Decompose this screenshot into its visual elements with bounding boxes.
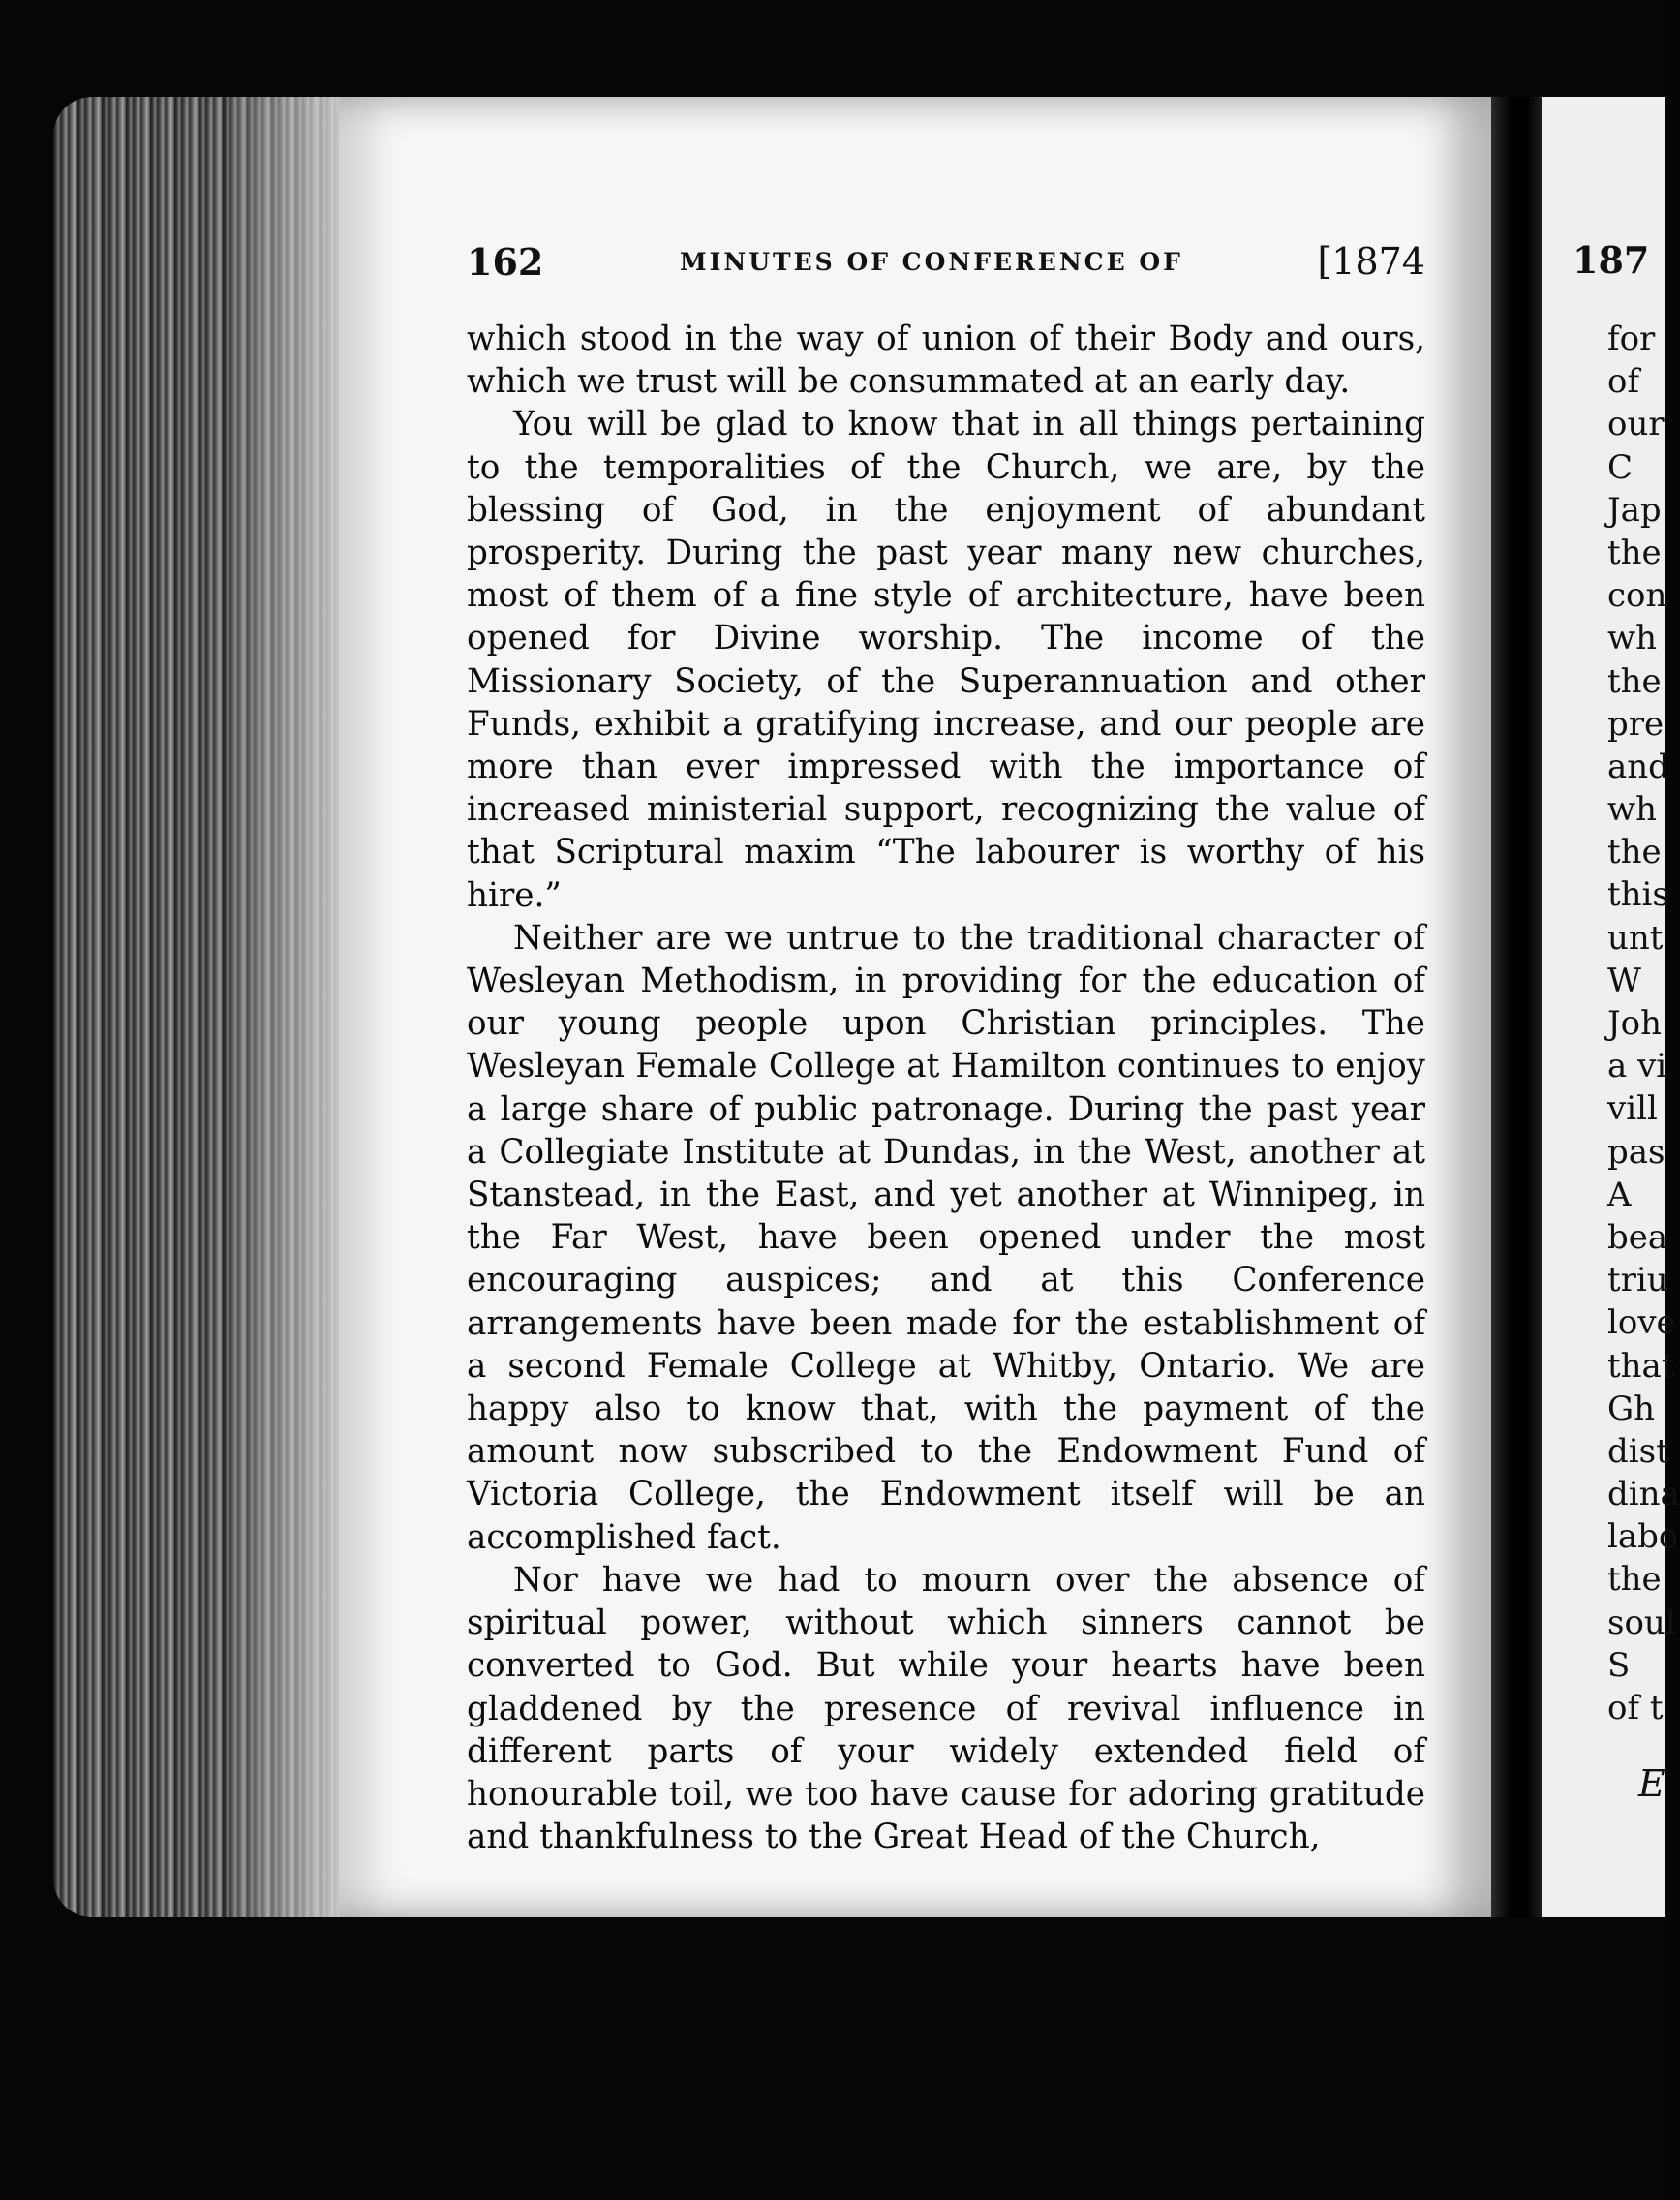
facing-line: dina: [1607, 1475, 1680, 1514]
facing-line: and: [1607, 747, 1669, 786]
paragraph: You will be glad to know that in all things pertaining to the temporalities of the Church, we are, by the blessing of God, in the enjoyment of abundant prosperity. During the past year many new churches, most of them of a fine style of architecture, have been opened for Divine worship. The income of the Missionary Society, of the Superannuation and other Funds, exhibit a gratifying increase, and our people are more than ever impressed with the importance of increased ministerial support, recognizing the value of that Scriptural maxim “The labourer is worthy of his hire.”: [467, 405, 1425, 915]
page-edges: [53, 97, 344, 1917]
facing-page: [1542, 97, 1680, 1917]
body-text: [467, 318, 1425, 1858]
facing-line: of: [1607, 362, 1640, 402]
left-page: [339, 97, 1491, 1917]
facing-line: the: [1607, 661, 1662, 701]
facing-page-number: 187: [1573, 238, 1650, 282]
paragraph: which stood in the way of union of their Body and ours, which we trust will be consummated at an early day.: [467, 320, 1425, 402]
facing-line: S: [1607, 1645, 1631, 1685]
facing-line: labo: [1607, 1517, 1679, 1557]
facing-line: Gh: [1607, 1389, 1656, 1428]
facing-line: W: [1607, 961, 1641, 1000]
facing-line: the: [1607, 533, 1662, 572]
paragraph: Nor have we had to mourn over the absence of spiritual power, without which sinners cannot be converted to God. But while your hearts have been gladdened by the presence of revival influence in different parts of your widely extended field of honourable toil, we too have cause for adoring gratitude and thankfulness to the Great Head of the Church,: [467, 1560, 1425, 1857]
paragraph: Neither are we untrue to the traditional character of Wesleyan Methodism, in providing for the education of our young people upon Christian principles. The Wesleyan Female College at Hamilton continues to enjoy a large share of public patronage. During the past year a Collegiate Institute at Dundas, in the West, another at Stanstead, in the East, and yet another at Winnipeg, in the Far West, have been opened under the most encouraging auspices; and at this Conference arrangements have been made for the establishment of a second Female College at Whitby, Ontario. We are happy also to know that, with the payment of the amount now subscribed to the Endowment Fund of Victoria College, the Endowment itself will be an accomplished fact.: [467, 918, 1425, 1557]
facing-line: A: [1607, 1175, 1632, 1214]
facing-line: vill: [1607, 1089, 1658, 1129]
facing-line: the: [1607, 833, 1662, 872]
facing-page-lines: [1607, 318, 1680, 1729]
facing-line: this: [1607, 875, 1669, 915]
facing-line: love: [1607, 1303, 1676, 1343]
facing-line: bea: [1607, 1217, 1668, 1257]
facing-line: the: [1607, 1560, 1662, 1600]
facing-line: of t: [1607, 1689, 1664, 1727]
facing-line: pas: [1607, 1132, 1665, 1172]
running-year: [1874: [1317, 240, 1425, 283]
page-number: 162: [467, 240, 544, 284]
running-title: MINUTES OF CONFERENCE OF: [680, 248, 1183, 276]
facing-page-tail: E: [1638, 1762, 1665, 1805]
facing-line: con: [1607, 576, 1667, 616]
facing-line: dist: [1607, 1431, 1669, 1471]
facing-line: wh: [1607, 790, 1657, 830]
running-head: [467, 240, 1425, 289]
facing-line: triu: [1607, 1261, 1668, 1300]
facing-line: Jap: [1607, 490, 1662, 530]
book-gutter: [1491, 97, 1542, 1917]
facing-line: pre: [1607, 704, 1665, 744]
facing-line: that: [1607, 1346, 1675, 1386]
facing-line: our: [1607, 405, 1665, 444]
facing-line: unt: [1607, 918, 1664, 958]
facing-line: C: [1607, 447, 1634, 487]
facing-line: for: [1607, 320, 1656, 358]
facing-line: soul: [1607, 1603, 1676, 1642]
facing-line: Joh: [1607, 1004, 1662, 1043]
facing-line: a vi: [1607, 1047, 1667, 1086]
facing-line: wh: [1607, 619, 1657, 658]
